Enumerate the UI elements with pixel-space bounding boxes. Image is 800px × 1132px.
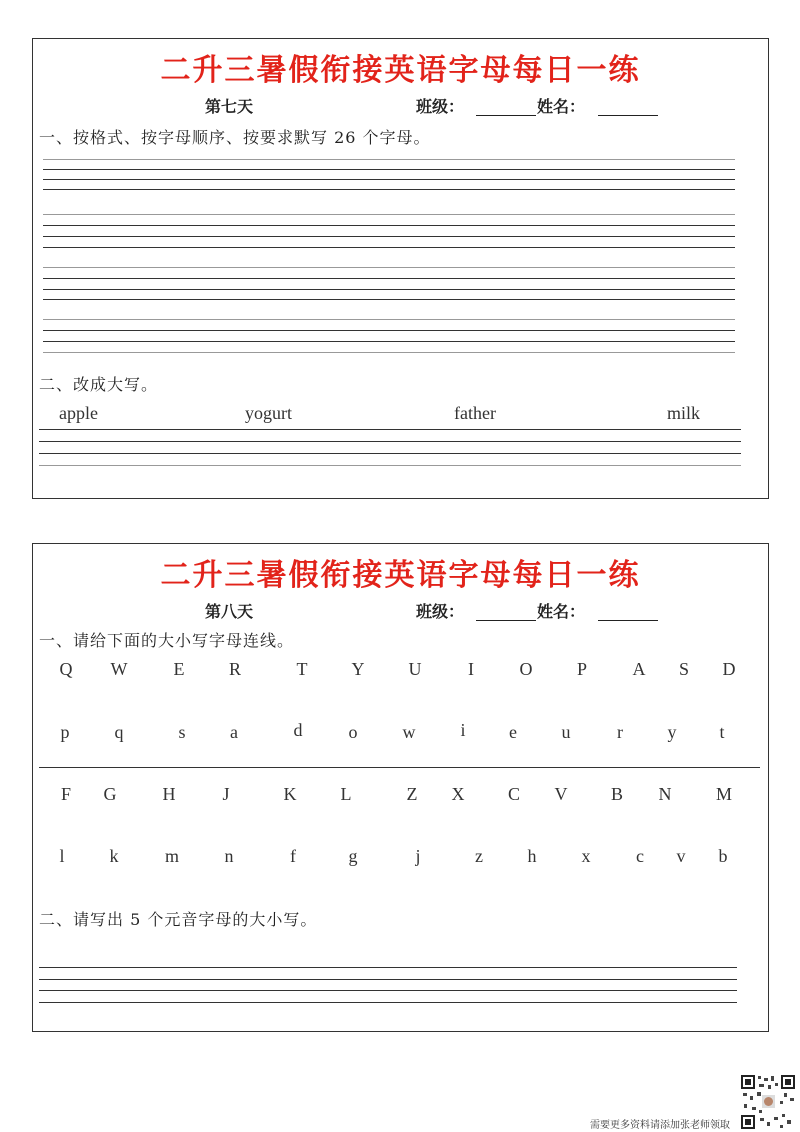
letter[interactable]: S [678, 659, 689, 679]
letter[interactable]: n [224, 846, 234, 866]
sheet-title: 二升三暑假衔接英语字母每日一练 [160, 53, 641, 88]
guide-line [39, 429, 741, 430]
letter[interactable]: D [722, 659, 736, 679]
letter[interactable]: T [296, 659, 308, 679]
section1-instruction: 一、按格式、按字母顺序、按要求默写 26 个字母。 [39, 128, 431, 147]
letter[interactable]: L [340, 784, 352, 804]
letter[interactable]: A [632, 659, 646, 679]
letter[interactable]: d [293, 720, 303, 740]
letter[interactable]: I [468, 659, 474, 679]
letter[interactable]: W [110, 659, 128, 679]
guide-line [43, 179, 735, 180]
day-label: 第八天 [205, 602, 254, 621]
worksheet-day8 [32, 543, 769, 1032]
qr-code-icon [740, 1074, 796, 1130]
letter[interactable]: g [348, 846, 358, 866]
section2-instruction: 二、请写出 5 个元音字母的大小写。 [39, 910, 318, 929]
letter[interactable]: C [507, 784, 520, 804]
letter[interactable]: m [164, 846, 179, 866]
guide-line [39, 453, 741, 454]
guide-line [43, 319, 735, 320]
letter[interactable]: z [475, 846, 483, 866]
letter[interactable]: B [610, 784, 623, 804]
guide-line [39, 465, 741, 466]
letter[interactable]: X [451, 784, 465, 804]
guide-line [43, 159, 735, 160]
letter[interactable]: j [415, 846, 421, 866]
letter[interactable]: y [667, 722, 677, 742]
letter[interactable]: V [554, 784, 568, 804]
letter[interactable]: O [519, 659, 533, 679]
divider [39, 767, 760, 768]
letter[interactable]: M [715, 784, 732, 804]
letter[interactable]: J [222, 784, 230, 804]
word-yogurt: yogurt [245, 403, 292, 423]
letter[interactable]: F [60, 784, 71, 804]
letter[interactable]: G [103, 784, 117, 804]
word-milk: milk [667, 403, 701, 423]
day-label: 第七天 [205, 97, 254, 116]
letter[interactable]: u [561, 722, 571, 742]
letter[interactable]: l [59, 846, 65, 866]
guide-line [43, 299, 735, 300]
letter[interactable]: U [408, 659, 422, 679]
guide-line [43, 225, 735, 226]
letter[interactable]: v [676, 846, 686, 866]
letter[interactable]: R [228, 659, 241, 679]
name-blank[interactable] [598, 115, 658, 116]
letter[interactable]: p [60, 722, 70, 742]
letter[interactable]: Q [59, 659, 73, 679]
letter[interactable]: E [173, 659, 185, 679]
letter[interactable]: K [283, 784, 297, 804]
letter[interactable]: o [348, 722, 358, 742]
class-blank[interactable] [476, 620, 536, 621]
word-apple: apple [59, 403, 98, 423]
section2-instruction: 二、改成大写。 [39, 375, 159, 394]
guide-line [39, 990, 737, 991]
word-father: father [454, 403, 496, 423]
letter[interactable]: c [636, 846, 644, 866]
name-blank[interactable] [598, 620, 658, 621]
letter[interactable]: a [230, 722, 238, 742]
guide-line [39, 1002, 737, 1003]
letter[interactable]: b [718, 846, 728, 866]
worksheet-day7 [32, 38, 769, 499]
guide-line [43, 247, 735, 248]
letter[interactable]: t [719, 722, 725, 742]
guide-line [43, 267, 735, 268]
letter[interactable]: i [460, 720, 466, 740]
footer-note: 需要更多资料请添加张老师领取 [590, 1120, 730, 1131]
letter[interactable]: h [527, 846, 537, 866]
letter[interactable]: Z [406, 784, 418, 804]
guide-line [43, 169, 735, 170]
letter[interactable]: x [581, 846, 591, 866]
letter[interactable]: r [617, 722, 623, 742]
guide-line [43, 341, 735, 342]
guide-line [39, 967, 737, 968]
guide-line [43, 236, 735, 237]
guide-line [39, 979, 737, 980]
letter[interactable]: k [109, 846, 119, 866]
class-blank[interactable] [476, 115, 536, 116]
letter[interactable]: P [576, 659, 587, 679]
letter[interactable]: H [162, 784, 176, 804]
letter[interactable]: w [402, 722, 416, 742]
guide-line [43, 289, 735, 290]
name-label: 姓名： [537, 602, 586, 621]
letter[interactable]: Y [351, 659, 365, 679]
class-label: 班级： [416, 602, 465, 621]
section1-instruction: 一、请给下面的大小写字母连线。 [39, 631, 295, 650]
guide-line [43, 330, 735, 331]
letter[interactable]: N [658, 784, 672, 804]
letter[interactable]: f [290, 846, 296, 866]
guide-line [43, 278, 735, 279]
name-label: 姓名： [537, 97, 586, 116]
letter[interactable]: e [509, 722, 517, 742]
class-label: 班级： [416, 97, 465, 116]
guide-line [39, 441, 741, 442]
letter[interactable]: s [178, 722, 186, 742]
guide-line [43, 352, 735, 353]
guide-line [43, 189, 735, 190]
guide-line [43, 214, 735, 215]
letter[interactable]: q [114, 722, 124, 742]
sheet-title: 二升三暑假衔接英语字母每日一练 [160, 558, 641, 593]
